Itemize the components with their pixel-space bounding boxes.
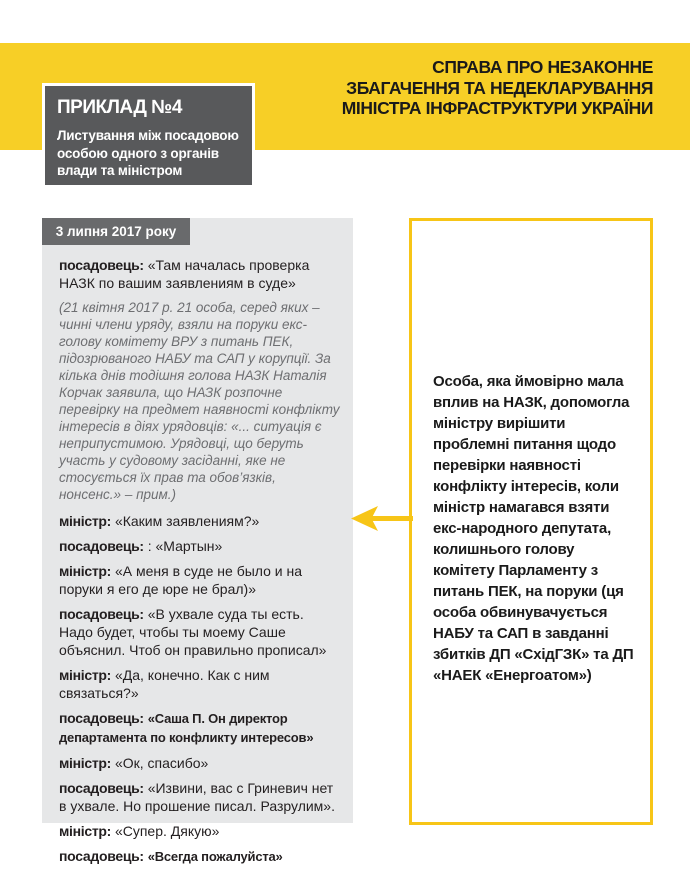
example-card-title: ПРИКЛАД №4	[57, 97, 182, 118]
callout-text: Особа, яка ймовірно мала вплив на НАЗК, допомогла міністру вирішити проблемні питання щодо перевірки наявності конфлікту інтересів, коли міністр намагався взяти екс-народного депутата, колишнього голову комітету Парламенту з питань ПЕК, на поруки (ця особа обвинувачується НАБУ та САП в завданні збитків ДП «СхідГЗК» та ДП «НАЕК «Енергоатом»)	[433, 373, 634, 684]
chat-speaker: посадовець:	[59, 710, 144, 726]
page-title-line: ЗБАГАЧЕННЯ ТА НЕДЕКЛАРУВАННЯ	[346, 77, 653, 98]
chat-text: «Да, конечно. Как с ним связаться?»	[59, 667, 270, 701]
chat-speaker: посадовець:	[59, 780, 144, 796]
chat-speaker: міністр:	[59, 667, 112, 683]
chat-speaker: посадовець:	[59, 538, 144, 554]
chat-message	[59, 754, 341, 772]
chat-message	[59, 605, 341, 659]
chat-text: «Извини, вас с Гриневич нет в ухвале. Но прошение писал. Разрулим».	[59, 780, 335, 814]
chat-text: «Всегда пожалуйста»	[147, 849, 283, 864]
chat-message	[59, 709, 341, 747]
chat-speaker: посадовець:	[59, 606, 144, 622]
chat-speaker: посадовець:	[59, 848, 144, 864]
page-title	[342, 57, 653, 119]
arrow-left-icon	[351, 504, 413, 534]
chat-text: «Там началась проверка НАЗК по вашим заявлениям в суде»	[59, 257, 310, 291]
chat-message	[59, 666, 341, 702]
example-card-subtitle: Листування між посадовою особою одного з органів влади та міністром	[57, 128, 239, 178]
chat-text: «Супер. Дякую»	[114, 823, 220, 839]
chat-message	[59, 256, 341, 292]
example-card	[42, 83, 255, 188]
chat-message	[59, 847, 341, 866]
chat-message	[59, 779, 341, 815]
chat-speaker: міністр:	[59, 755, 112, 771]
chat-text: «Ок, спасибо»	[114, 755, 209, 771]
chat-message	[59, 512, 341, 530]
chat-text: «Каким заявлениям?»	[114, 513, 260, 529]
chat-speaker: міністр:	[59, 823, 112, 839]
page-title-line: СПРАВА ПРО НЕЗАКОННЕ	[432, 57, 653, 77]
chat-text: «А меня в суде не было и на поруки я его де юре не брал)»	[59, 563, 303, 597]
chat-text: «В ухвале суда ты есть. Надо будет, чтобы ты моему Саше объяснил. Чтоб он правильно прописал»	[59, 606, 327, 658]
callout-card	[409, 218, 653, 825]
chat-text: «Саша П. Он директор департамента по конфликту интересов»	[59, 711, 314, 745]
date-badge: 3 липня 2017 року	[42, 218, 190, 245]
chat-editor-note: (21 квітня 2017 р. 21 особа, серед яких – чинні члени уряду, взяли на поруки екс-голову комітету ВРУ з питань ПЕК, підозрюваного НАБУ та САП у корупції. За кілька днів тодішня голова НАЗК Наталія Корчак заявила, що НАЗК розпочне перевірку на предмет наявності конфлікту інтересів в діях урядовців: «... ситуація є неприпустимою. Урядовці, що беруть участь у судовому засіданні, яке не стосується їх прав та обов’язків, нонсенс.» – прим.)	[59, 300, 340, 502]
chat-transcript-panel	[42, 218, 353, 864]
chat-speaker: міністр:	[59, 563, 112, 579]
chat-speaker: посадовець:	[59, 257, 144, 273]
page-title-line: МІНІСТРА ІНФРАСТРУКТУРИ УКРАЇНИ	[341, 98, 653, 118]
chat-message	[59, 822, 341, 840]
chat-text: : «Мартын»	[147, 538, 223, 554]
chat-speaker: міністр:	[59, 513, 112, 529]
chat-message	[59, 562, 341, 598]
chat-message	[59, 537, 341, 555]
